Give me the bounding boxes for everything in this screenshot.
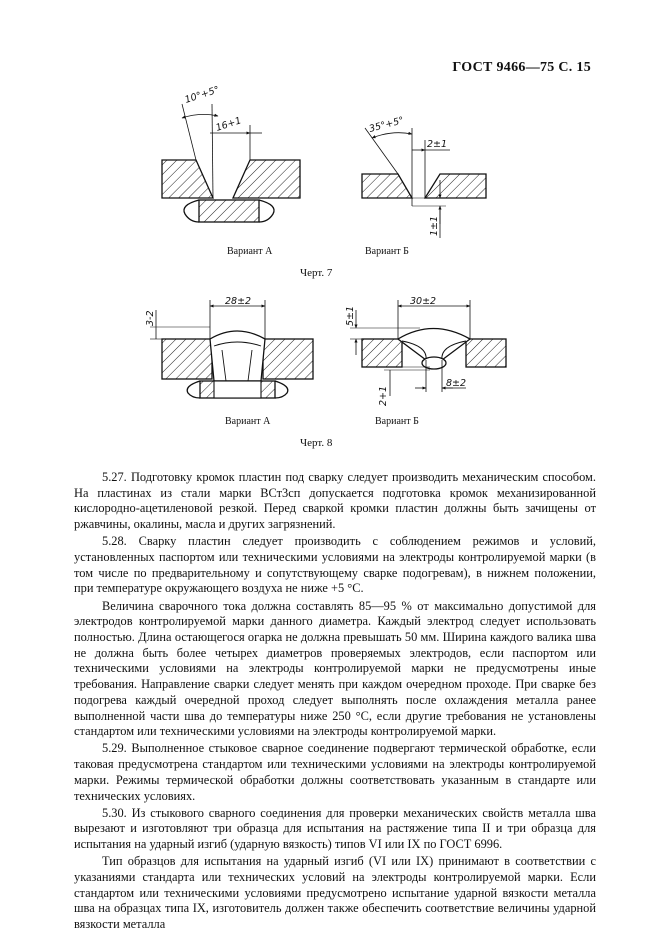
fig8-variant-b-drawing — [350, 300, 506, 396]
paragraph-5-30: 5.30. Из стыкового сварного соединения для проверки механических свойств металла шва вырезают и изготовляют три образца для испытания на растяжение типа II и три образца для испытания на ударный изгиб (ударную вязкость) типов VI или IX по ГОСТ 6996. — [74, 805, 596, 852]
fig8a-depth-label: 3-2 — [145, 310, 156, 326]
fig8b-bottom-label: 8±2 — [446, 378, 467, 389]
fig7b-height-label: 1±1 — [429, 215, 440, 236]
body-text — [74, 470, 596, 934]
fig8-variant-a-caption: Вариант А — [225, 416, 271, 427]
fig8-variant-a-drawing — [150, 300, 313, 398]
fig8-caption: Черт. 8 — [300, 437, 333, 449]
fig8-variant-b-caption: Вариант Б — [375, 416, 419, 427]
paragraph-5-28: 5.28. Сварку пластин следует производить с соблюдением режимов и условий, установленных паспортом или техническими условиями на электроды контролируемой марки (в том числе по предварительному и сопутствующему сварке подогревам), в нижнем положении, при температуре окружающего воздуха не ниже +5 °С. — [74, 534, 596, 596]
fig8b-height-label: 5±1 — [345, 305, 356, 326]
fig8b-root-label: 2+1 — [378, 385, 389, 406]
fig7a-angle-label: 10°+5° — [183, 84, 221, 106]
fig8a-width-label: 28±2 — [225, 296, 252, 307]
paragraph-5-27: 5.27. Подготовку кромок пластин под сварку следует производить механическим способом. На пластинах из стали марки ВСт3сп допускается подготовка кромок механизированной кислородно-ацетиленовой резкой. Перед сваркой кромки пластин должны быть зачищены от ржавчины, окалины, масла и других загрязнений. — [74, 470, 596, 532]
fig7-caption: Черт. 7 — [300, 267, 333, 279]
fig8b-width-label: 30±2 — [410, 296, 437, 307]
fig7b-gap-label: 2±1 — [427, 139, 448, 150]
paragraph-current: Величина сварочного тока должна составлять 85—95 % от максимально допустимой для электродов контролируемой марки данного диаметра. Каждый электрод следует использовать полностью. Длина остающегося огарка не должна превышать 50 мм. Ширина каждого валика шва не должна быть более четырех диаметров проверяемых электродов, если паспортом или техническими условиями на электроды контролируемой марки не предусмотрены иные требования. Направление сварки следует менять при каждом очередном проходе. При сварке без подогрева каждый очередной проход следует выполнять после охлаждения металла ранее выполненной части шва до температуры ниже 250 °С, если другие требования не установлены стандартом или техническими условиями на электроды контролируемой марки. — [74, 598, 596, 739]
paragraph-impact-specimens: Тип образцов для испытания на ударный изгиб (VI или IX) принимают в соответствии с указаниями стандарта или технических условий на электроды контролируемой марки. Если стандартом или техническими условиями предусмотрено испытание ударной вязкости металла шва на образцах типа IX, изготовитель должен также обеспечить соответствие величины ударной вязкости металла — [74, 854, 596, 932]
fig7-variant-b-caption: Вариант Б — [365, 246, 409, 257]
fig7b-angle-label: 35°+5° — [367, 115, 406, 135]
technical-drawings — [0, 0, 661, 460]
page-header: ГОСТ 9466—75 С. 15 — [452, 60, 591, 75]
paragraph-5-29: 5.29. Выполненное стыковое сварное соединение подвергают термической обработке, если таковая предусмотрена стандартом или техническими условиями на электроды контролируемой марки. Режимы термической обработки должны соответствовать указанным в стандарте или технических условиях. — [74, 741, 596, 803]
fig7-variant-b-drawing — [362, 128, 486, 238]
fig7a-dim-label: 16+1 — [214, 115, 243, 134]
fig7-variant-a-caption: Вариант А — [227, 246, 273, 257]
